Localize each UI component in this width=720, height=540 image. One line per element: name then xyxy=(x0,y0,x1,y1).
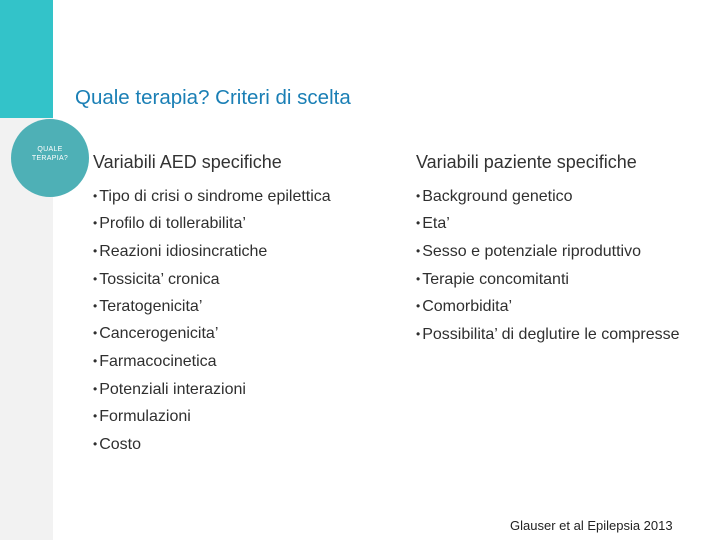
left-list-item: • Tipo di crisi o sindrome epilettica xyxy=(93,188,331,205)
slide-title: Quale terapia? Criteri di scelta xyxy=(75,86,351,109)
right-list-item: • Sesso e potenziale riproduttivo xyxy=(416,243,641,260)
left-list-item: • Reazioni idiosincratiche xyxy=(93,243,268,260)
right-list-item: • Terapie concomitanti xyxy=(416,271,569,288)
left-list-item: • Farmacocinetica xyxy=(93,353,217,370)
left-list-item: • Formulazioni xyxy=(93,408,191,425)
right-column-header: Variabili paziente specifiche xyxy=(416,152,637,172)
right-list-item: • Eta’ xyxy=(416,215,450,232)
left-list-item: • Profilo di tollerabilita’ xyxy=(93,215,246,232)
left-list-item: • Teratogenicita’ xyxy=(93,298,203,315)
left-list-item: • Costo xyxy=(93,436,141,453)
section-badge xyxy=(11,119,89,197)
right-list-item: • Comorbidita’ xyxy=(416,298,513,315)
right-list-item: • Background genetico xyxy=(416,188,573,205)
citation: Glauser et al Epilepsia 2013 xyxy=(510,518,673,533)
left-list-item: • Tossicita’ cronica xyxy=(93,271,220,288)
right-list-item: • Possibilita’ di deglutire le compresse xyxy=(416,326,680,343)
accent-bar xyxy=(0,0,53,118)
left-list-item: • Potenziali interazioni xyxy=(93,381,246,398)
left-column-header: Variabili AED specifiche xyxy=(93,152,282,172)
left-list-item: • Cancerogenicita’ xyxy=(93,325,219,342)
section-badge-label: QUALE TERAPIA? xyxy=(31,146,69,162)
